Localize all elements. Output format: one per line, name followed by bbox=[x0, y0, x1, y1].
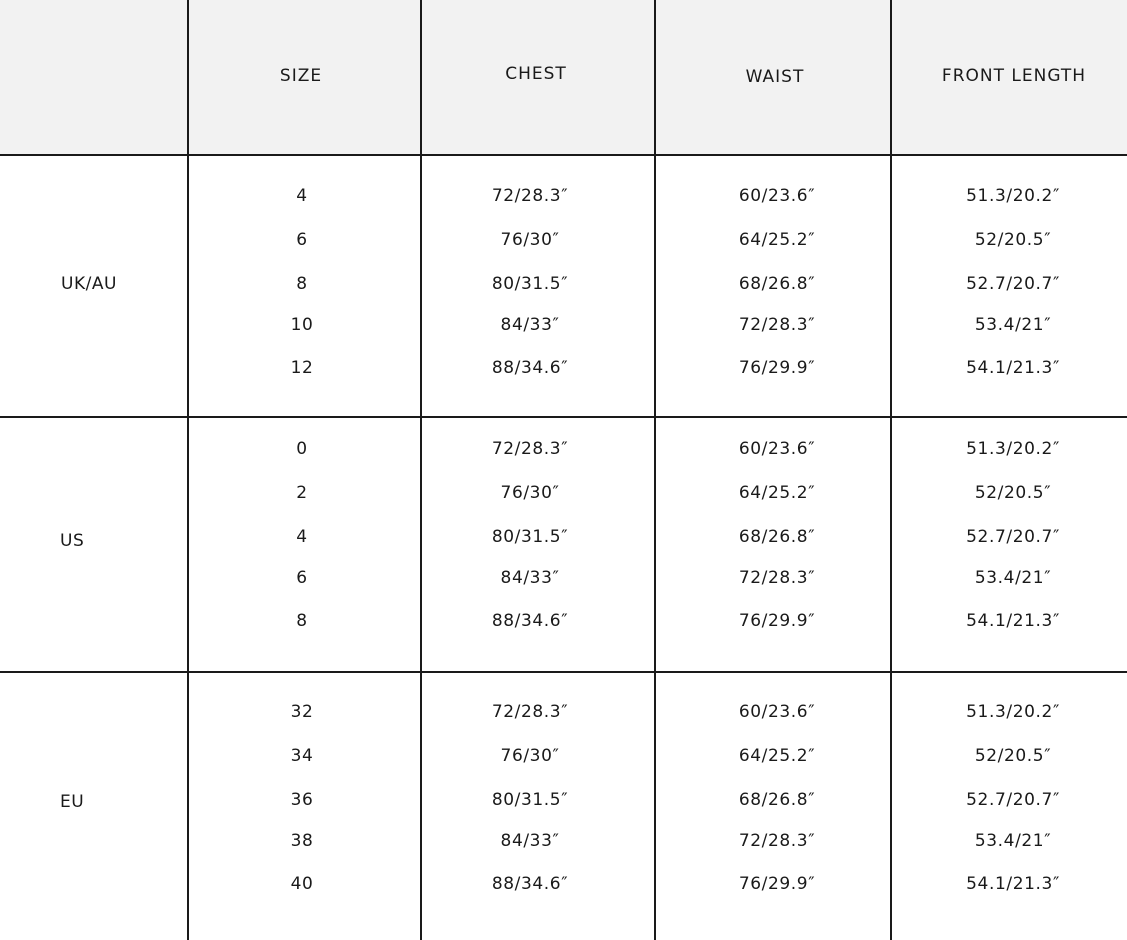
cell-waist: 60/23.6″ bbox=[738, 186, 816, 206]
cell-front-length: 52.7/20.7″ bbox=[966, 527, 1060, 547]
cell-size: 4 bbox=[296, 527, 308, 547]
cell-waist: 76/29.9″ bbox=[738, 874, 816, 894]
cell-waist: 76/29.9″ bbox=[738, 611, 816, 631]
region-label-uk-au: UK/AU bbox=[61, 274, 117, 294]
cell-size: 0 bbox=[296, 439, 308, 459]
cell-chest: 88/34.6″ bbox=[491, 874, 569, 894]
cell-waist: 64/25.2″ bbox=[738, 746, 816, 766]
cell-chest: 84/33″ bbox=[500, 831, 560, 851]
column-divider bbox=[654, 0, 656, 940]
cell-waist: 64/25.2″ bbox=[738, 483, 816, 503]
cell-waist: 68/26.8″ bbox=[738, 274, 816, 294]
cell-front-length: 53.4/21″ bbox=[974, 831, 1052, 851]
cell-waist: 72/28.3″ bbox=[738, 831, 816, 851]
column-header-front-length: FRONT LENGTH bbox=[941, 66, 1087, 86]
cell-chest: 84/33″ bbox=[500, 568, 560, 588]
cell-chest: 76/30″ bbox=[500, 746, 560, 766]
cell-front-length: 52.7/20.7″ bbox=[966, 790, 1060, 810]
cell-waist: 68/26.8″ bbox=[738, 527, 816, 547]
cell-size: 36 bbox=[290, 790, 314, 810]
header-divider bbox=[0, 154, 1127, 156]
cell-waist: 72/28.3″ bbox=[738, 315, 816, 335]
cell-front-length: 52/20.5″ bbox=[974, 230, 1052, 250]
column-header-chest: CHEST bbox=[505, 64, 567, 84]
cell-size: 12 bbox=[290, 358, 314, 378]
cell-waist: 76/29.9″ bbox=[738, 358, 816, 378]
cell-chest: 72/28.3″ bbox=[491, 439, 569, 459]
cell-waist: 60/23.6″ bbox=[738, 702, 816, 722]
cell-chest: 72/28.3″ bbox=[491, 702, 569, 722]
column-header-size: SIZE bbox=[279, 66, 323, 86]
cell-size: 40 bbox=[290, 874, 314, 894]
column-divider bbox=[420, 0, 422, 940]
cell-front-length: 51.3/20.2″ bbox=[966, 702, 1060, 722]
cell-size: 2 bbox=[296, 483, 308, 503]
cell-chest: 80/31.5″ bbox=[491, 790, 569, 810]
cell-front-length: 54.1/21.3″ bbox=[966, 358, 1060, 378]
group-divider bbox=[0, 671, 1127, 673]
cell-front-length: 54.1/21.3″ bbox=[966, 874, 1060, 894]
cell-chest: 88/34.6″ bbox=[491, 358, 569, 378]
cell-size: 10 bbox=[290, 315, 314, 335]
cell-front-length: 51.3/20.2″ bbox=[966, 439, 1060, 459]
column-header-waist: WAIST bbox=[745, 67, 805, 87]
cell-size: 8 bbox=[296, 611, 308, 631]
cell-size: 8 bbox=[296, 274, 308, 294]
cell-size: 38 bbox=[290, 831, 314, 851]
cell-chest: 80/31.5″ bbox=[491, 274, 569, 294]
cell-waist: 64/25.2″ bbox=[738, 230, 816, 250]
cell-waist: 68/26.8″ bbox=[738, 790, 816, 810]
cell-chest: 84/33″ bbox=[500, 315, 560, 335]
cell-size: 6 bbox=[296, 568, 308, 588]
cell-size: 4 bbox=[296, 186, 308, 206]
cell-front-length: 52/20.5″ bbox=[974, 746, 1052, 766]
region-label-eu: EU bbox=[60, 792, 85, 812]
cell-chest: 88/34.6″ bbox=[491, 611, 569, 631]
cell-front-length: 53.4/21″ bbox=[974, 568, 1052, 588]
cell-front-length: 53.4/21″ bbox=[974, 315, 1052, 335]
cell-chest: 72/28.3″ bbox=[491, 186, 569, 206]
group-divider bbox=[0, 416, 1127, 418]
cell-front-length: 52.7/20.7″ bbox=[966, 274, 1060, 294]
cell-front-length: 52/20.5″ bbox=[974, 483, 1052, 503]
column-divider bbox=[890, 0, 892, 940]
cell-chest: 80/31.5″ bbox=[491, 527, 569, 547]
cell-size: 32 bbox=[290, 702, 314, 722]
cell-waist: 60/23.6″ bbox=[738, 439, 816, 459]
column-divider bbox=[187, 0, 189, 940]
cell-chest: 76/30″ bbox=[500, 230, 560, 250]
cell-front-length: 54.1/21.3″ bbox=[966, 611, 1060, 631]
cell-chest: 76/30″ bbox=[500, 483, 560, 503]
cell-waist: 72/28.3″ bbox=[738, 568, 816, 588]
cell-size: 6 bbox=[296, 230, 308, 250]
region-label-us: US bbox=[60, 531, 85, 551]
cell-front-length: 51.3/20.2″ bbox=[966, 186, 1060, 206]
cell-size: 34 bbox=[290, 746, 314, 766]
